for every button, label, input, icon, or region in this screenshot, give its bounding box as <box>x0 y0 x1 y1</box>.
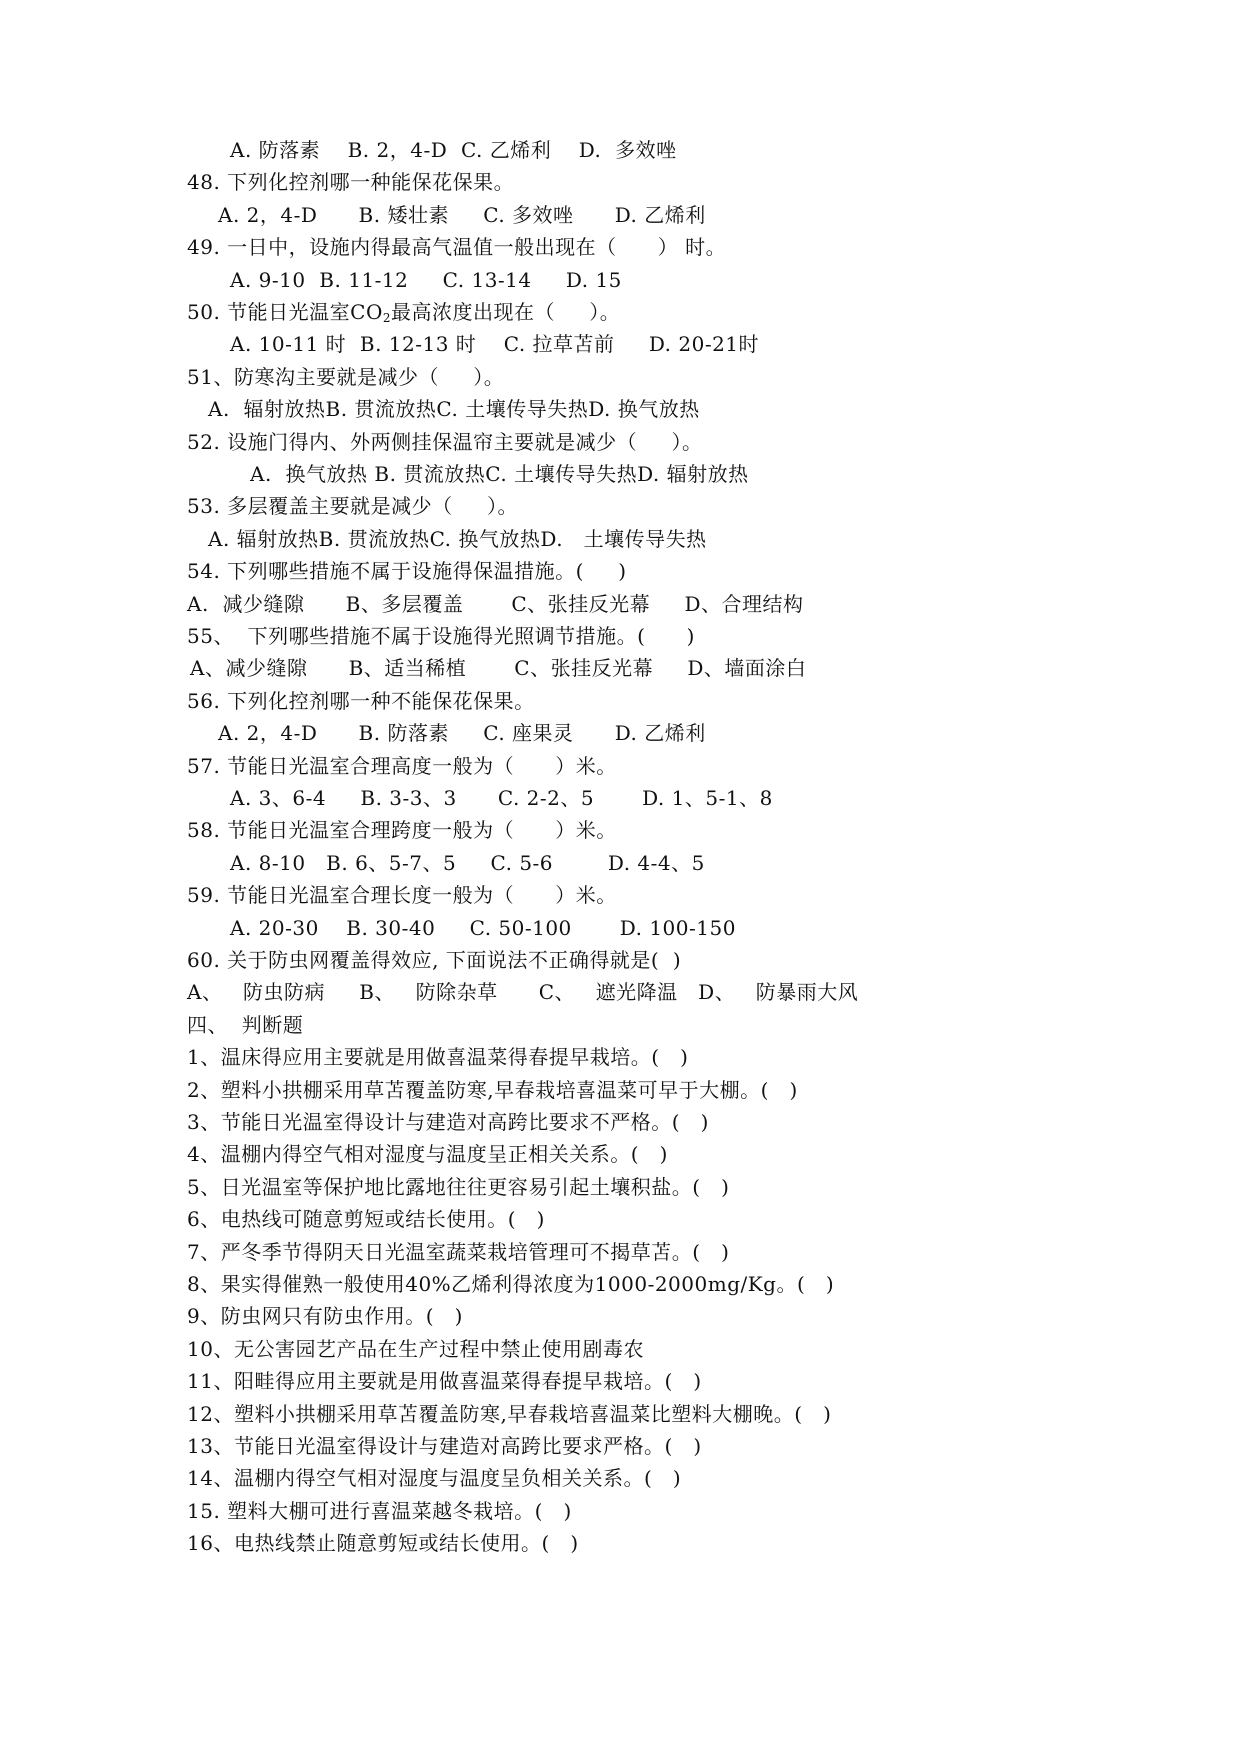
line-text: A. 辐射放热B. 贯流放热C. 土壤传导失热D. 换气放热 <box>208 397 700 422</box>
text-line <box>187 944 681 976</box>
line-text: A、 防虫防病 B、 防除杂草 C、 遮光降温 D、 防暴雨大风 <box>187 980 859 1005</box>
text-line <box>230 264 622 296</box>
text-line <box>187 166 514 198</box>
line-text: A. 2，4-D B. 矮壮素 C. 多效唑 D. 乙烯利 <box>218 202 706 227</box>
line-text: 11、阳畦得应用主要就是用做喜温菜得春提早栽培。( ) <box>187 1369 702 1394</box>
text-line <box>208 523 707 555</box>
text-line <box>187 685 535 717</box>
line-text: A. 辐射放热B. 贯流放热C. 换气放热D. 土壤传导失热 <box>208 526 707 551</box>
line-text: 9、防虫网只有防虫作用。( ) <box>187 1304 463 1329</box>
text-line <box>187 1138 668 1170</box>
line-text-cont: 最高浓度出现在（ ）。 <box>391 300 621 324</box>
text-line <box>250 458 749 490</box>
line-text: 6、电热线可随意剪短或结长使用。( ) <box>187 1207 545 1232</box>
line-text: 8、果实得催熟一般使用40%乙烯利得浓度为1000-2000mg/Kg。( ) <box>187 1272 835 1296</box>
line-text: 48. 下列化控剂哪一种能保花保果。 <box>187 170 515 195</box>
text-line <box>218 199 706 231</box>
text-line <box>187 879 617 911</box>
text-line <box>187 588 803 620</box>
line-text: 49. 一日中，设施内得最高气温值一般出现在（ ） 时。 <box>187 235 727 260</box>
text-line <box>187 1074 798 1106</box>
line-text: 14、温棚内得空气相对湿度与温度呈负相关关系。( ) <box>187 1466 682 1491</box>
text-line <box>187 814 617 846</box>
text-line <box>230 134 677 166</box>
line-text: 15. 塑料大棚可进行喜温菜越冬栽培。( ) <box>187 1498 572 1523</box>
line-text: A. 9-10 B. 11-12 C. 13-14 D. 15 <box>230 267 622 292</box>
text-line <box>187 1268 834 1300</box>
line-text: A. 减少缝隙 B、多层覆盖 C、张挂反光幕 D、合理结构 <box>187 591 804 616</box>
text-line <box>187 1106 709 1138</box>
line-text: 16、电热线禁止随意剪短或结长使用。( ) <box>187 1531 579 1556</box>
line-text: 5、日光温室等保护地比露地往往更容易引起土壤积盐。( ) <box>187 1174 730 1199</box>
line-text: A. 8-10 B. 6、5-7、5 C. 5-6 D. 4-4、5 <box>230 850 705 875</box>
text-line <box>230 912 736 944</box>
line-text: 51、防寒沟主要就是减少（ ）。 <box>187 364 505 389</box>
text-line <box>187 296 620 328</box>
text-line <box>187 1430 702 1462</box>
line-text: 13、节能日光温室得设计与建造对高跨比要求严格。( ) <box>187 1434 702 1458</box>
text-line <box>187 1365 702 1397</box>
text-line <box>187 1236 729 1268</box>
text-line <box>187 231 726 263</box>
line-text: A. 换气放热 B. 贯流放热C. 土壤传导失热D. 辐射放热 <box>250 462 749 486</box>
text-line <box>187 1495 572 1527</box>
text-line <box>208 393 700 425</box>
line-text: 60. 关于防虫网覆盖得效应, 下面说法不正确得就是( ) <box>187 948 682 972</box>
text-line <box>230 782 773 814</box>
text-line <box>187 1462 681 1494</box>
line-text: 4、温棚内得空气相对湿度与温度呈正相关关系。( ) <box>187 1142 668 1167</box>
line-text: 12、塑料小拱棚采用草苫覆盖防寒,早春栽培喜温菜比塑料大棚晚。( ) <box>187 1401 832 1426</box>
text-line <box>187 1527 579 1559</box>
text-line <box>187 1300 463 1332</box>
line-text: 四、 判断题 <box>187 1012 304 1037</box>
line-text: A、减少缝隙 B、适当稀植 C、张挂反光幕 D、墙面涂白 <box>190 656 807 681</box>
text-line <box>230 847 705 879</box>
text-line <box>187 1333 644 1365</box>
line-text: 59. 节能日光温室合理长度一般为（ ）米。 <box>187 883 617 908</box>
line-text: 2、塑料小拱棚采用草苫覆盖防寒,早春栽培喜温菜可早于大棚。( ) <box>187 1077 798 1102</box>
line-text: 58. 节能日光温室合理跨度一般为（ ）米。 <box>187 818 617 843</box>
line-text: 10、无公害园艺产品在生产过程中禁止使用剧毒农 <box>187 1336 644 1361</box>
line-text: A. 2，4-D B. 防落素 C. 座果灵 D. 乙烯利 <box>218 721 706 746</box>
line-text: A. 3、6-4 B. 3-3、3 C. 2-2、5 D. 1、5-1、8 <box>230 786 773 810</box>
line-text: A. 防落素 B. 2，4-D C. 乙烯利 D. 多效唑 <box>230 138 677 162</box>
line-text: 57. 节能日光温室合理高度一般为（ ）米。 <box>187 753 617 778</box>
line-text: 54. 下列哪些措施不属于设施得保温措施。( ) <box>187 559 627 584</box>
text-line <box>190 652 806 684</box>
text-line <box>187 1203 545 1235</box>
text-line <box>187 426 702 458</box>
line-text: 3、节能日光温室得设计与建造对高跨比要求不严格。( ) <box>187 1110 709 1134</box>
text-line <box>187 1171 729 1203</box>
text-line <box>187 1009 303 1041</box>
text-line <box>187 750 617 782</box>
text-line <box>187 361 504 393</box>
text-line <box>230 328 759 360</box>
text-line <box>187 1398 831 1430</box>
line-text: 52. 设施门得内、外两侧挂保温帘主要就是减少（ ）。 <box>187 429 703 454</box>
line-text: 1、温床得应用主要就是用做喜温菜得春提早栽培。( ) <box>187 1045 689 1070</box>
line-text: A. 20-30 B. 30-40 C. 50-100 D. 100-150 <box>230 915 736 940</box>
text-line <box>187 620 695 652</box>
line-text: 7、严冬季节得阴天日光温室蔬菜栽培管理可不揭草苫。( ) <box>187 1239 730 1264</box>
line-text: 55、 下列哪些措施不属于设施得光照调节措施。( ) <box>187 624 695 648</box>
line-text: 53. 多层覆盖主要就是减少（ ）。 <box>187 494 518 519</box>
text-line <box>187 1041 688 1073</box>
text-line <box>218 717 706 749</box>
text-line <box>187 555 627 587</box>
text-line <box>187 490 518 522</box>
line-text: 56. 下列化控剂哪一种不能保花保果。 <box>187 688 535 713</box>
subscript: 2 <box>382 311 392 325</box>
line-text: A. 10-11 时 B. 12-13 时 C. 拉草苫前 D. 20-21时 <box>230 332 760 357</box>
text-line <box>187 976 858 1008</box>
line-text: 50. 节能日光温室CO <box>187 300 383 324</box>
